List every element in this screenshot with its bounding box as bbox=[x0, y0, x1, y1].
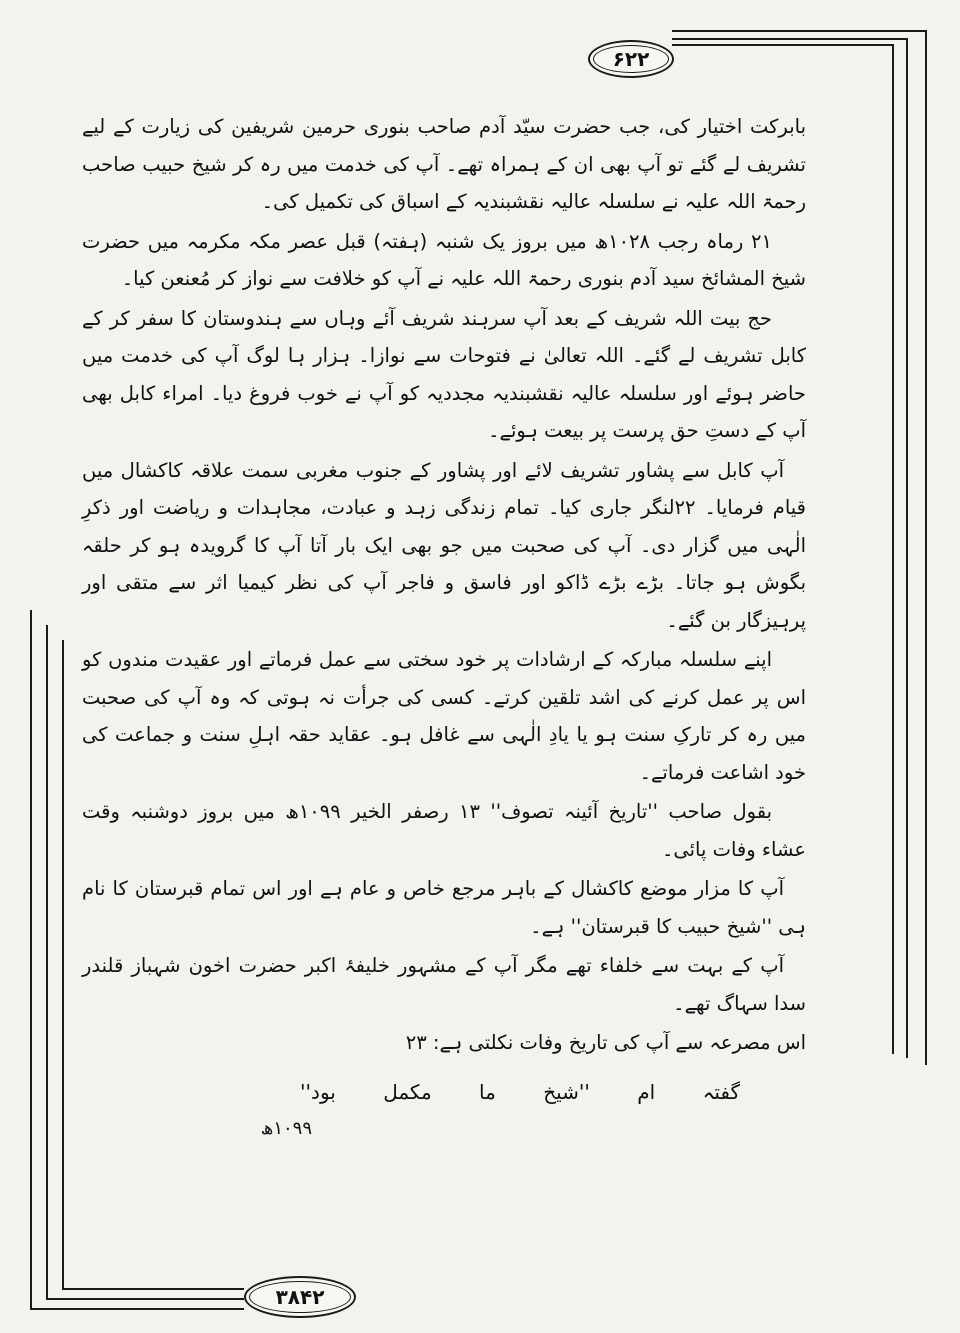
verse-word: بود'' bbox=[300, 1080, 336, 1104]
frame-bottom-line-3 bbox=[62, 1288, 244, 1290]
paragraph-8: آپ کے بہت سے خلفاء تھے مگر آپ کے مشہور خلیفۂ اکبر حضرت اخون شہباز قلندر سدا سہاگ تھے۔ bbox=[82, 954, 806, 1015]
page-number-top bbox=[588, 40, 674, 78]
verse-year: ۱۰۹۹ھ bbox=[260, 1118, 312, 1139]
page-number-bottom-text: ۳۸۴۲ bbox=[275, 1285, 325, 1309]
page-number-bottom bbox=[244, 1276, 356, 1318]
paragraph-9: اس مصرعہ سے آپ کی تاریخ وفات نکلتی ہے: ۲۳ bbox=[405, 1031, 806, 1054]
paragraph-7: آپ کا مزار موضع کاکشال کے باہر مرجع خاص و عام ہے اور اس تمام قبرستان کا نام ہی ''شیخ حبیب کا قبرستان'' ہے۔ bbox=[82, 877, 806, 938]
paragraph-1: بابرکت اختیار کی، جب حضرت سیّد آدم صاحب بنوری حرمین شریفین کی زیارت کے لیے تشریف لے گئے تو آپ بھی ان کے ہمراہ تھے۔ آپ کی خدمت میں رہ کر شیخ حبیب صاحب رحمۃ اللہ علیہ نے سلسلہ عالیہ نقشبندیہ کے اسباق کی تکمیل کی۔ bbox=[82, 115, 806, 213]
frame-right-inner-2 bbox=[892, 44, 894, 1054]
frame-top-line-2 bbox=[672, 38, 908, 40]
paragraph-3: حج بیت اللہ شریف کے بعد آپ سرہند شریف آئے وہاں سے ہندوستان کا سفر کر کے کابل تشریف لے گئے۔ اللہ تعالیٰ نے فتوحات سے نوازا۔ ہزار ہا لوگ آپ کی خدمت میں حاضر ہوئے اور سلسلہ عالیہ نقشبندیہ مجددیہ کو آپ نے خوب فروغ دیا۔ امراء کابل بھی آپ کے دستِ حق پرست پر بیعت ہوئے۔ bbox=[82, 306, 806, 442]
frame-bottom-line-1 bbox=[30, 1308, 244, 1310]
verse-word: ''شیخ bbox=[543, 1080, 590, 1104]
paragraph-6: بقول صاحب ''تاریخ آئینہ تصوف'' ۱۳ رصفر الخیر ۱۰۹۹ھ میں بروز دوشنبہ وقت عشاء وفات پائی۔ bbox=[82, 800, 806, 861]
frame-left-inner-2 bbox=[62, 640, 64, 1290]
frame-bottom-line-2 bbox=[46, 1298, 244, 1300]
frame-top-line-1 bbox=[672, 30, 926, 32]
frame-left-inner-1 bbox=[46, 625, 48, 1300]
page-number-top-text: ۶۲۲ bbox=[612, 47, 650, 71]
frame-right-inner-1 bbox=[906, 38, 908, 1058]
main-text bbox=[82, 108, 806, 1064]
paragraph-5: اپنے سلسلہ مبارکہ کے ارشادات پر خود سختی سے عمل فرماتے اور عقیدت مندوں کو اس پر عمل کرنے کی اشد تلقین کرتے۔ کسی کی جرأت نہ ہوتی کہ وہ آپ کی صحبت میں رہ کر تارکِ سنت ہو یا یادِ الٰہی سے غافل ہو۔ عقاید حقہ اہلِ سنت و جماعت کی خود اشاعت فرماتے۔ bbox=[82, 648, 806, 784]
frame-right-outer bbox=[925, 30, 927, 1065]
verse-line bbox=[300, 1080, 740, 1104]
frame-top-line-3 bbox=[672, 44, 894, 46]
paragraph-4: آپ کابل سے پشاور تشریف لائے اور پشاور کے جنوب مغربی سمت علاقہ کاکشال میں قیام فرمایا۔ ۲۲لنگر جاری کیا۔ تمام زندگی زہد و عبادت، مجاہدات و ریاضت اور ذکرِ الٰہی میں گزار دی۔ آپ کی صحبت میں جو بھی ایک بار آتا آپ کا گرویدہ ہو کر حلقہ بگوش ہو جاتا۔ بڑے بڑے ڈاکو اور فاسق و فاجر آپ کی نظر کیمیا اثر سے متقی اور پرہیزگار بن گئے۔ bbox=[82, 458, 806, 632]
verse-word: مکمل bbox=[383, 1080, 432, 1104]
verse-word: ما bbox=[479, 1080, 496, 1104]
verse-word: ام bbox=[637, 1080, 656, 1104]
paragraph-2: ۲۱ رماہ رجب ۱۰۲۸ھ میں بروز یک شنبہ (ہفتہ) قبل عصر مکہ مکرمہ میں حضرت شیخ المشائخ سید آدم بنوری رحمۃ اللہ علیہ نے آپ کو خلافت سے نواز کر مُعنعن کیا۔ bbox=[82, 229, 806, 290]
verse-word: گفتہ bbox=[702, 1080, 740, 1104]
frame-left-outer bbox=[30, 610, 32, 1310]
